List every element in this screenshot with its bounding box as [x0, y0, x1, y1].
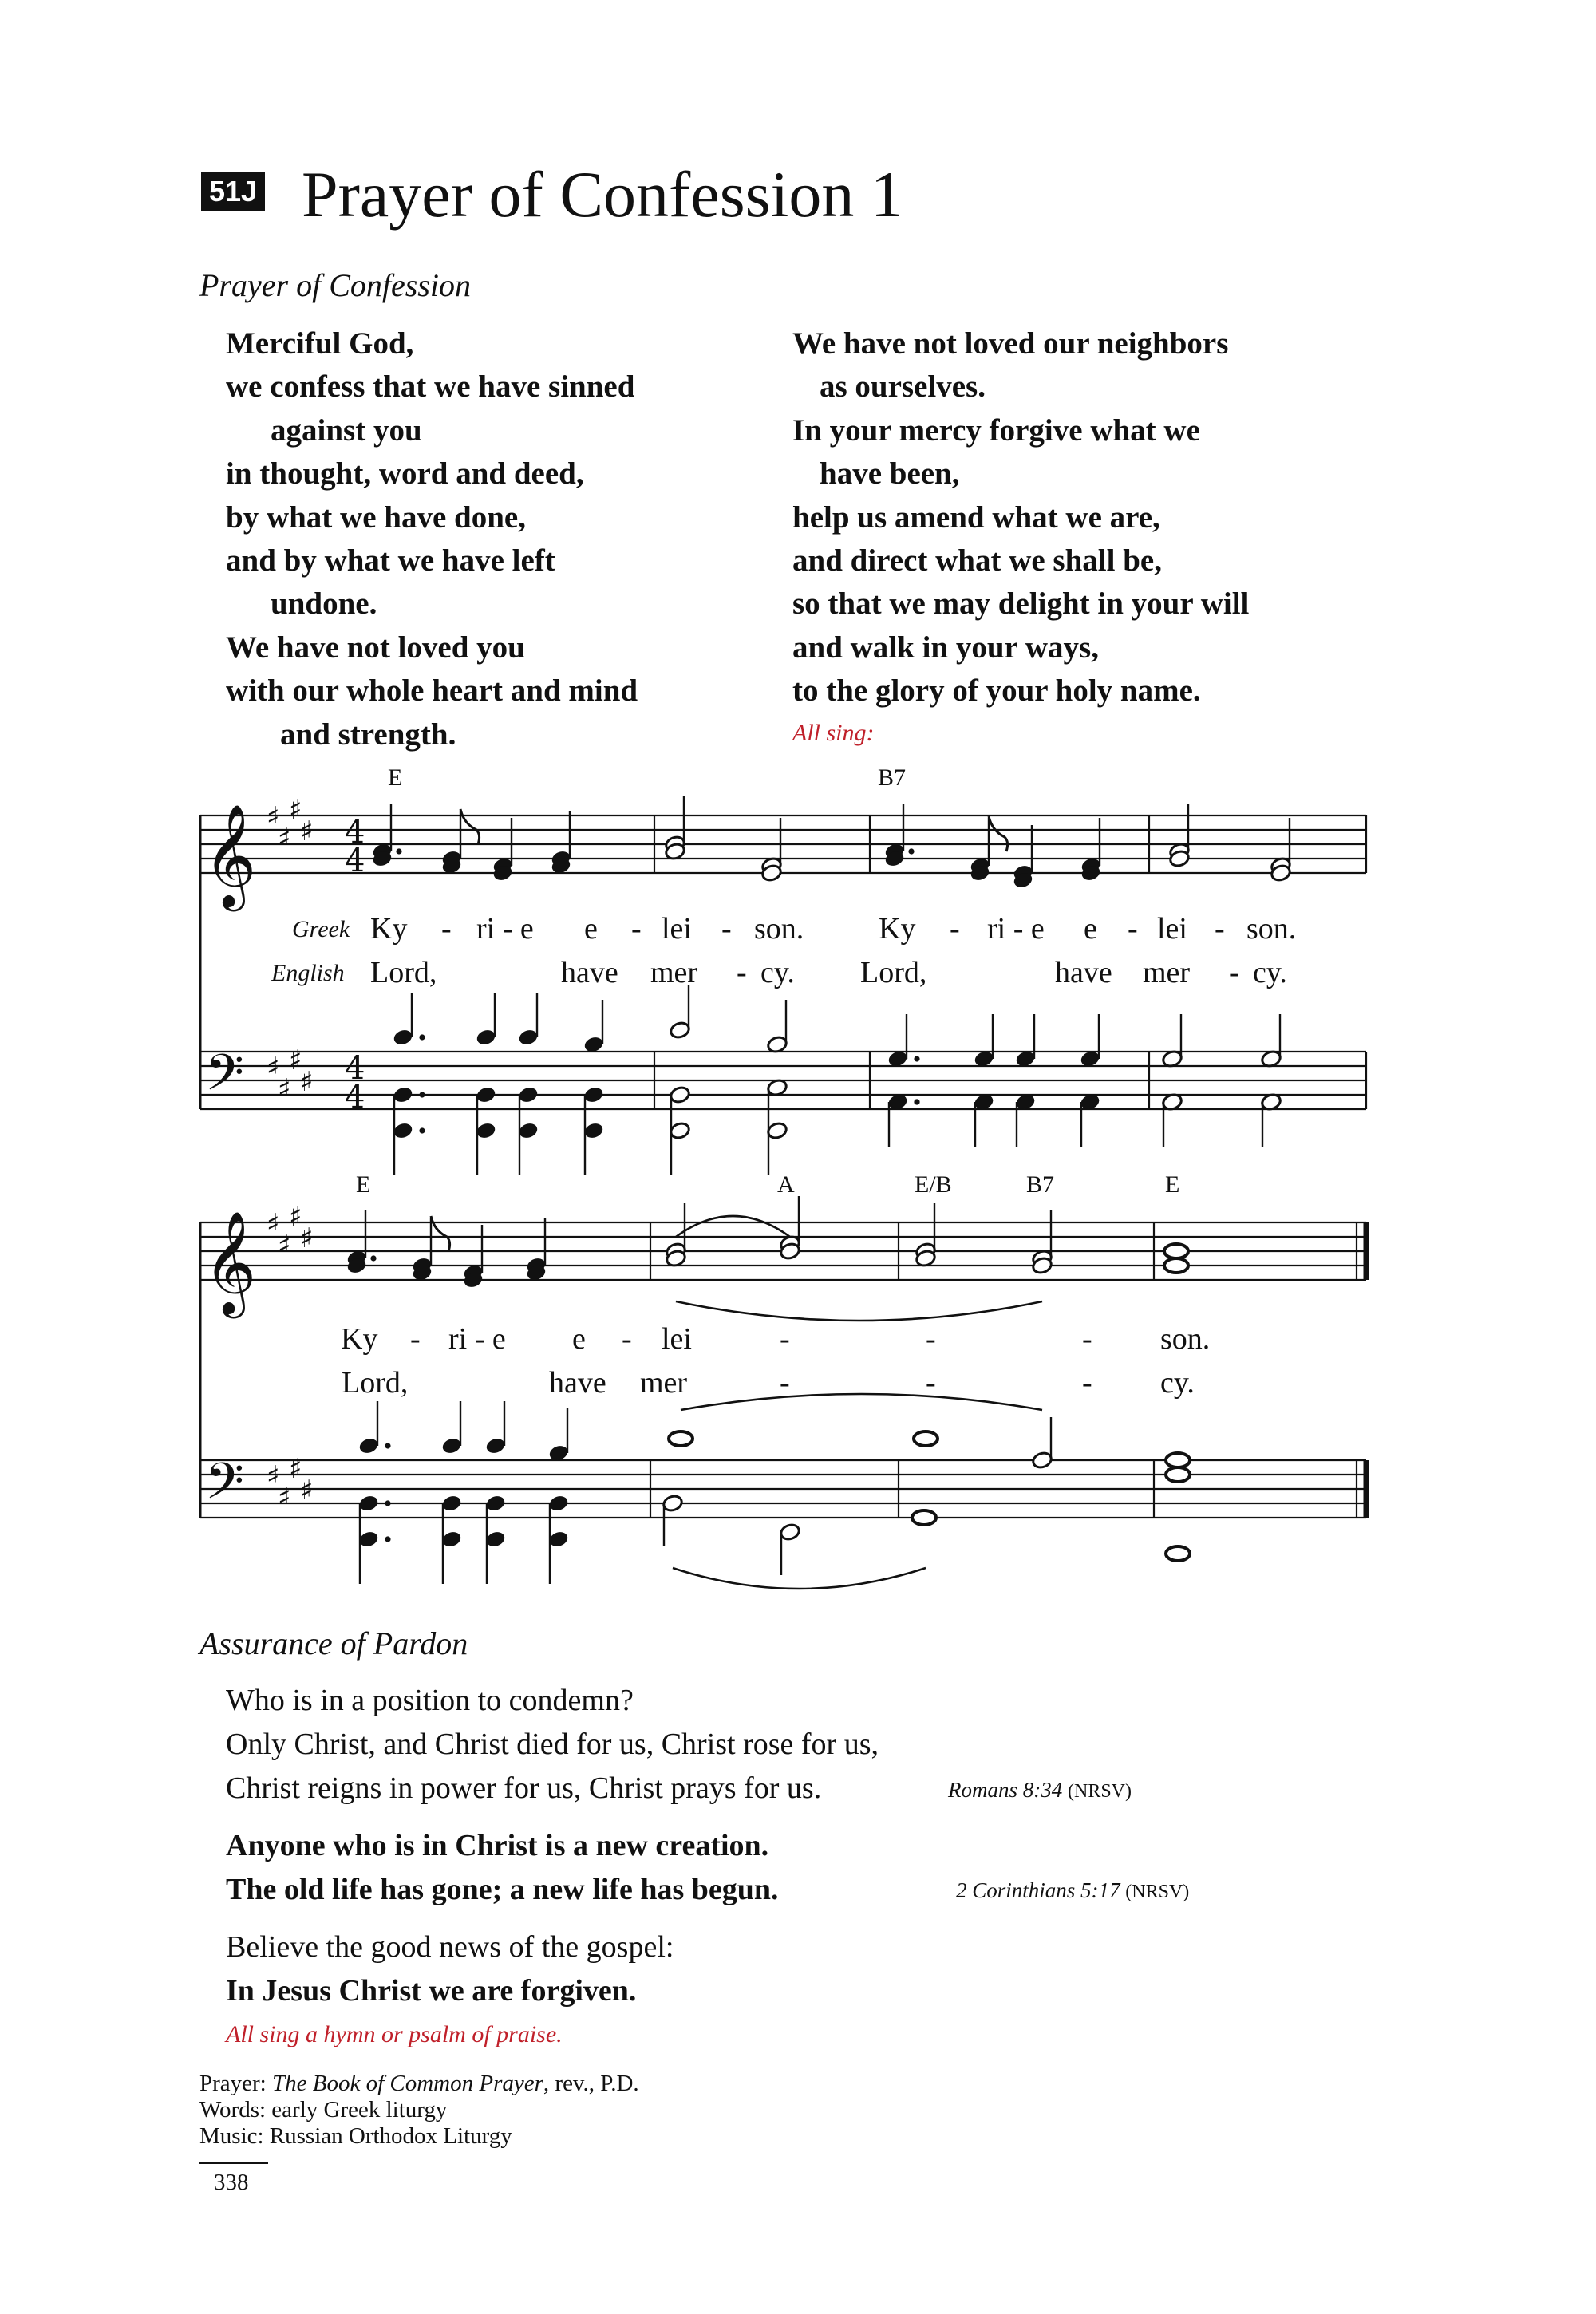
lyric-syllable: -	[1082, 1322, 1092, 1356]
note-head	[1166, 1546, 1190, 1561]
confession-line: with our whole heart and mind	[226, 673, 638, 709]
note-head	[358, 1530, 379, 1549]
scripture-citation	[948, 1778, 1132, 1803]
time-signature: 4	[345, 814, 365, 851]
confession-line: In your mercy forgive what we	[792, 413, 1200, 448]
lyric-syllable: mer	[640, 1366, 688, 1400]
note-dot	[385, 1500, 390, 1506]
note-dot	[396, 848, 401, 854]
sharp-sign: ♯	[278, 823, 291, 855]
sharp-sign: ♯	[289, 1453, 302, 1485]
citation-reference: 2 Corinthians 5:17	[956, 1878, 1120, 1902]
credit-prayer-prefix: Prayer:	[200, 2071, 272, 2096]
lyric-syllable: son.	[1246, 912, 1297, 946]
note-head	[440, 1530, 462, 1549]
lyric-syllable: cy.	[1160, 1366, 1195, 1400]
treble-clef-icon: 𝄞	[203, 1210, 257, 1314]
sharp-sign: ♯	[300, 1222, 314, 1254]
note-head	[669, 1121, 690, 1140]
lyric-syllable: cy.	[760, 956, 795, 989]
time-signature: 4	[345, 1050, 365, 1087]
treble-clef-icon: 𝄞	[203, 804, 257, 907]
sharp-sign: ♯	[267, 1460, 280, 1492]
note-dot	[419, 1092, 425, 1097]
sharp-sign: ♯	[300, 1066, 314, 1098]
lyric-syllable: mer	[1143, 956, 1191, 989]
citation-reference: Romans 8:34	[948, 1778, 1063, 1802]
hymn-number-badge: 51J	[201, 172, 265, 211]
credit-prayer-source: The Book of Common Prayer	[272, 2071, 543, 2096]
sharp-sign: ♯	[278, 1482, 291, 1514]
lyric-syllable: have	[549, 1366, 606, 1400]
note-head	[392, 1028, 413, 1047]
lyric-syllable: -	[950, 912, 960, 946]
confession-line: and by what we have left	[226, 543, 555, 578]
sharp-sign: ♯	[267, 801, 280, 833]
lyric-syllable: -	[721, 912, 732, 946]
lyric-syllable: son.	[754, 912, 804, 946]
lyric-syllable: have	[561, 956, 618, 989]
lyric-syllable: Ky	[879, 912, 916, 946]
greek-label: Greek	[292, 916, 350, 942]
note-dot	[385, 1443, 390, 1448]
lyric-syllable: Ky	[370, 912, 408, 946]
note-head	[583, 1121, 604, 1140]
lyric-syllable: cy.	[1253, 956, 1287, 989]
page-title: Prayer of Confession 1	[302, 158, 903, 231]
lyric-syllable: lei	[662, 912, 692, 946]
note-head	[1166, 1453, 1190, 1467]
closing-rubric: All sing a hymn or psalm of praise.	[226, 2021, 563, 2047]
lyric-syllable: Lord,	[342, 1366, 409, 1400]
lyric-syllable: Lord,	[860, 956, 927, 989]
gospel-line: Believe the good news of the gospel:	[226, 1930, 674, 1964]
chord-symbol: B7	[878, 764, 907, 791]
note-dot	[914, 1056, 919, 1061]
note-head	[517, 1028, 539, 1047]
confession-line: as ourselves.	[820, 369, 986, 405]
note-head	[669, 1085, 690, 1104]
note-head	[392, 1085, 413, 1104]
note-head	[1031, 1451, 1053, 1470]
lyric-syllable: -	[441, 912, 452, 946]
confession-line: to the glory of your holy name.	[792, 673, 1201, 709]
note-head	[669, 1431, 693, 1446]
note-head	[912, 1510, 936, 1525]
note-head	[517, 1085, 539, 1104]
lyric-syllable: mer	[650, 956, 698, 989]
pardon-response-line: Anyone who is in Christ is a new creation.	[226, 1829, 769, 1862]
pardon-line: Only Christ, and Christ died for us, Christ rose for us,	[226, 1728, 879, 1761]
citation-version: (NRSV)	[1068, 1781, 1132, 1802]
chord-symbol: E	[388, 764, 403, 791]
credit-prayer-suffix: , rev., P.D.	[543, 2071, 639, 2096]
time-signature: 4	[345, 1079, 365, 1116]
lyric-syllable: -	[780, 1366, 790, 1400]
note-head	[484, 1494, 506, 1513]
confession-line: We have not loved our neighbors	[792, 326, 1229, 361]
english-label: English	[271, 960, 345, 986]
lyric-syllable: ri - e	[987, 912, 1045, 946]
slur	[673, 1568, 926, 1589]
note-head	[440, 1436, 462, 1455]
lyric-syllable: -	[1229, 956, 1239, 989]
chord-symbol: A	[777, 1171, 795, 1198]
note-head	[583, 1085, 604, 1104]
pardon-line: Christ reigns in power for us, Christ prays for us.	[226, 1771, 822, 1805]
pardon-response-line: The old life has gone; a new life has begun.	[226, 1873, 779, 1906]
credit-words: Words: early Greek liturgy	[200, 2097, 448, 2122]
note-dot	[385, 1536, 390, 1542]
chord-symbol: E	[1165, 1171, 1180, 1198]
sharp-sign: ♯	[278, 1073, 291, 1105]
note-head	[766, 1121, 788, 1140]
lyric-syllable: Ky	[341, 1322, 378, 1356]
note-head	[358, 1494, 379, 1513]
lyric-syllable: lei	[662, 1322, 692, 1356]
note-head	[779, 1522, 800, 1542]
page-number-rule	[200, 2162, 268, 2164]
note-head	[669, 1021, 690, 1040]
credit-prayer	[200, 2070, 639, 2097]
lyric-syllable: lei	[1157, 912, 1187, 946]
confession-line: and direct what we shall be,	[792, 543, 1162, 578]
confession-line: we confess that we have sinned	[226, 369, 635, 405]
confession-line: We have not loved you	[226, 630, 525, 665]
bass-clef-icon: 𝄢	[205, 1451, 244, 1522]
note-head	[440, 1494, 462, 1513]
note-head	[475, 1121, 496, 1140]
confession-line: against you	[271, 413, 422, 448]
confession-line: and walk in your ways,	[792, 630, 1099, 665]
lyric-syllable: -	[737, 956, 747, 989]
slur	[681, 1394, 1042, 1410]
confession-label: Prayer of Confession	[200, 267, 471, 303]
lyric-syllable: have	[1055, 956, 1112, 989]
lyric-syllable: e	[572, 1322, 586, 1356]
lyric-syllable: -	[631, 912, 642, 946]
lyric-syllable: e	[1084, 912, 1097, 946]
lyric-syllable: -	[1215, 912, 1225, 946]
note-dot	[908, 848, 914, 854]
credit-music: Music: Russian Orthodox Liturgy	[200, 2123, 512, 2149]
note-head	[914, 1431, 938, 1446]
note-dot	[419, 1034, 425, 1040]
confession-line: help us amend what we are,	[792, 500, 1160, 535]
confession-line: undone.	[271, 586, 377, 622]
lyric-syllable: son.	[1160, 1322, 1211, 1356]
lyric-syllable: -	[780, 1322, 790, 1356]
time-signature: 4	[345, 843, 365, 879]
gospel-response: In Jesus Christ we are forgiven.	[226, 1974, 637, 2008]
note-flag	[460, 809, 480, 844]
note-flag	[989, 816, 1008, 851]
lyric-syllable: ri - e	[448, 1322, 506, 1356]
confession-line: so that we may delight in your will	[792, 586, 1250, 622]
note-head	[484, 1436, 506, 1455]
slur	[676, 1301, 1042, 1321]
slur	[676, 1216, 790, 1237]
sharp-sign: ♯	[289, 1044, 302, 1076]
note-head	[1164, 1244, 1188, 1258]
lyric-syllable: -	[622, 1322, 632, 1356]
note-flag	[431, 1216, 450, 1251]
pardon-label: Assurance of Pardon	[200, 1625, 468, 1661]
sharp-sign: ♯	[267, 1052, 280, 1084]
lyric-syllable: -	[1128, 912, 1138, 946]
all-sing-rubric: All sing:	[792, 720, 875, 746]
sharp-sign: ♯	[267, 1208, 280, 1240]
note-head	[517, 1121, 539, 1140]
lyric-syllable: -	[926, 1366, 936, 1400]
chord-symbol: E/B	[915, 1171, 952, 1198]
note-head	[484, 1530, 506, 1549]
note-head	[392, 1121, 413, 1140]
note-dot	[419, 1127, 425, 1133]
sharp-sign: ♯	[278, 1230, 291, 1262]
note-head	[662, 1494, 683, 1513]
lyric-syllable: ri - e	[476, 912, 534, 946]
note-head	[475, 1028, 496, 1047]
note-head	[1166, 1467, 1190, 1482]
confession-line: have been,	[820, 456, 960, 492]
chord-symbol: E	[356, 1171, 371, 1198]
sharp-sign: ♯	[289, 1201, 302, 1233]
note-head	[547, 1530, 569, 1549]
lyric-syllable: -	[410, 1322, 421, 1356]
citation-version: (NRSV)	[1125, 1882, 1190, 1902]
lyric-syllable: e	[584, 912, 598, 946]
note-head	[358, 1436, 379, 1455]
lyric-syllable: -	[926, 1322, 936, 1356]
lyric-syllable: Lord,	[370, 956, 437, 989]
sharp-sign: ♯	[300, 1475, 314, 1506]
lyric-syllable: -	[1082, 1366, 1092, 1400]
note-dot	[370, 1255, 376, 1261]
confession-line: Merciful God,	[226, 326, 414, 361]
page-number: 338	[214, 2170, 249, 2195]
note-head	[1164, 1258, 1188, 1273]
scripture-citation	[956, 1878, 1189, 1903]
note-head	[475, 1085, 496, 1104]
chord-symbol: B7	[1026, 1171, 1055, 1198]
confession-line: by what we have done,	[226, 500, 526, 535]
sharp-sign: ♯	[300, 815, 314, 847]
note-dot	[914, 1099, 919, 1104]
pardon-line: Who is in a position to condemn?	[226, 1684, 634, 1717]
note-head	[547, 1494, 569, 1513]
bass-clef-icon: 𝄢	[205, 1043, 244, 1114]
confession-line: and strength.	[280, 717, 456, 752]
confession-line: in thought, word and deed,	[226, 456, 584, 492]
sharp-sign: ♯	[289, 794, 302, 826]
